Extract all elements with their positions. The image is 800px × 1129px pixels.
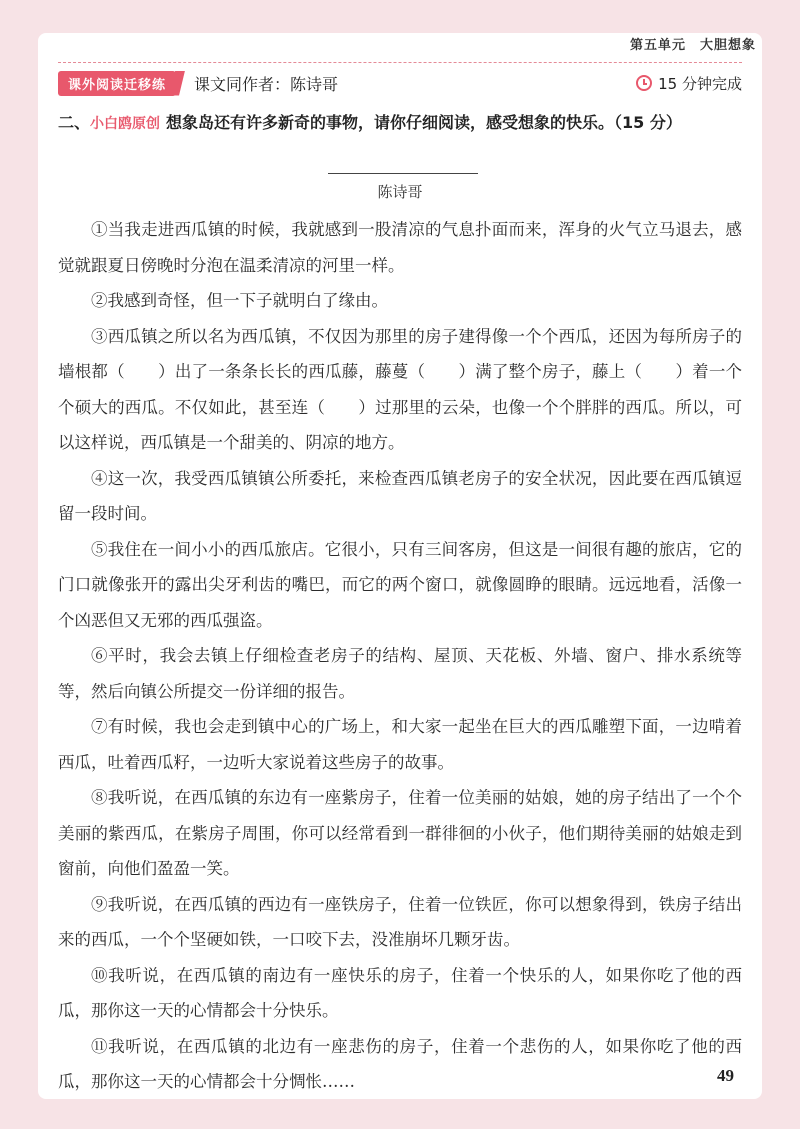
running-header [630, 34, 756, 53]
paragraph: ⑦有时候，我也会走到镇中心的广场上，和大家一起坐在巨大的西瓜雕塑下面，一边啃着西瓜，吐着西瓜籽，一边听大家说着这些房子的故事。 [58, 717, 742, 772]
article-body [58, 212, 742, 1100]
section-tag: 课外阅读迁移练 [58, 71, 176, 96]
timer [636, 73, 742, 94]
paragraph: ③西瓜镇之所以名为西瓜镇，不仅因为那里的房子建得像一个个西瓜，还因为每所房子的墙根都（ ）出了一条条长长的西瓜藤，藤蔓（ ）满了整个房子，藤上（ ）着一个个硕大的西瓜。不仅如此，甚至连（ ）过那里的云朵，也像一个个胖胖的西瓜。所以，可以这样说，西瓜镇是一个甜美的、阴凉的地方。 [58, 326, 742, 452]
article-author: 陈诗哥 [377, 183, 423, 201]
unit-label: 第五单元 [629, 38, 686, 53]
page-number: 49 [717, 1066, 734, 1085]
paragraph: ⑩我听说，在西瓜镇的南边有一座快乐的房子，住着一个快乐的人，如果你吃了他的西瓜，那你这一天的心情都会十分快乐。 [58, 965, 742, 1020]
question-tag: 小白鸥原创 [90, 116, 161, 132]
question-number: 二、 [58, 113, 91, 132]
paragraph: ⑤我住在一间小小的西瓜旅店。它很小，只有三间客房，但这是一间很有趣的旅店，它的门口就像张开的露出尖牙利齿的嘴巴，而它的两个窗口，就像圆睁的眼睛。远远地看，活像一个凶恶但又无邪的西瓜强盗。 [58, 539, 742, 630]
paragraph: ④这一次，我受西瓜镇镇公所委托，来检查西瓜镇老房子的安全状况，因此要在西瓜镇逗留一段时间。 [58, 468, 742, 523]
header-divider [58, 62, 742, 63]
paragraph: ⑨我听说，在西瓜镇的西边有一座铁房子，住着一位铁匠，你可以想象得到，铁房子结出来的西瓜，一个个坚硬如铁，一口咬下去，没准崩坏几颗牙齿。 [58, 894, 742, 949]
unit-title: 大胆想象 [699, 38, 756, 53]
timer-label: 15 分钟完成 [658, 74, 742, 93]
clock-icon [636, 75, 652, 91]
paragraph: ②我感到奇怪，但一下子就明白了缘由。 [91, 291, 388, 310]
paragraph: ⑥平时，我会去镇上仔细检查老房子的结构、屋顶、天花板、外墙、窗户、排水系统等等，然后向镇公所提交一份详细的报告。 [58, 646, 742, 701]
section-bar [58, 68, 742, 98]
title-blank-line [328, 173, 478, 174]
coauthor-label: 课文同作者：陈诗哥 [194, 74, 339, 94]
question-heading [58, 110, 750, 133]
paragraph: ①当我走进西瓜镇的时候，我就感到一股清凉的气息扑面而来，浑身的火气立马退去，感觉就跟夏日傍晚时分泡在温柔清凉的河里一样。 [58, 220, 742, 275]
question-text: 想象岛还有许多新奇的事物，请你仔细阅读，感受想象的快乐。（15 分） [166, 113, 682, 132]
paragraph: ⑧我听说，在西瓜镇的东边有一座紫房子，住着一位美丽的姑娘，她的房子结出了一个个美丽的紫西瓜，在紫房子周围，你可以经常看到一群徘徊的小伙子，他们期待美丽的姑娘走到窗前，向他们盈盈一笑。 [58, 788, 742, 878]
paragraph: ⑪我听说，在西瓜镇的北边有一座悲伤的房子，住着一个悲伤的人，如果你吃了他的西瓜，那你这一天的心情都会十分惆怅…… [58, 1036, 742, 1091]
